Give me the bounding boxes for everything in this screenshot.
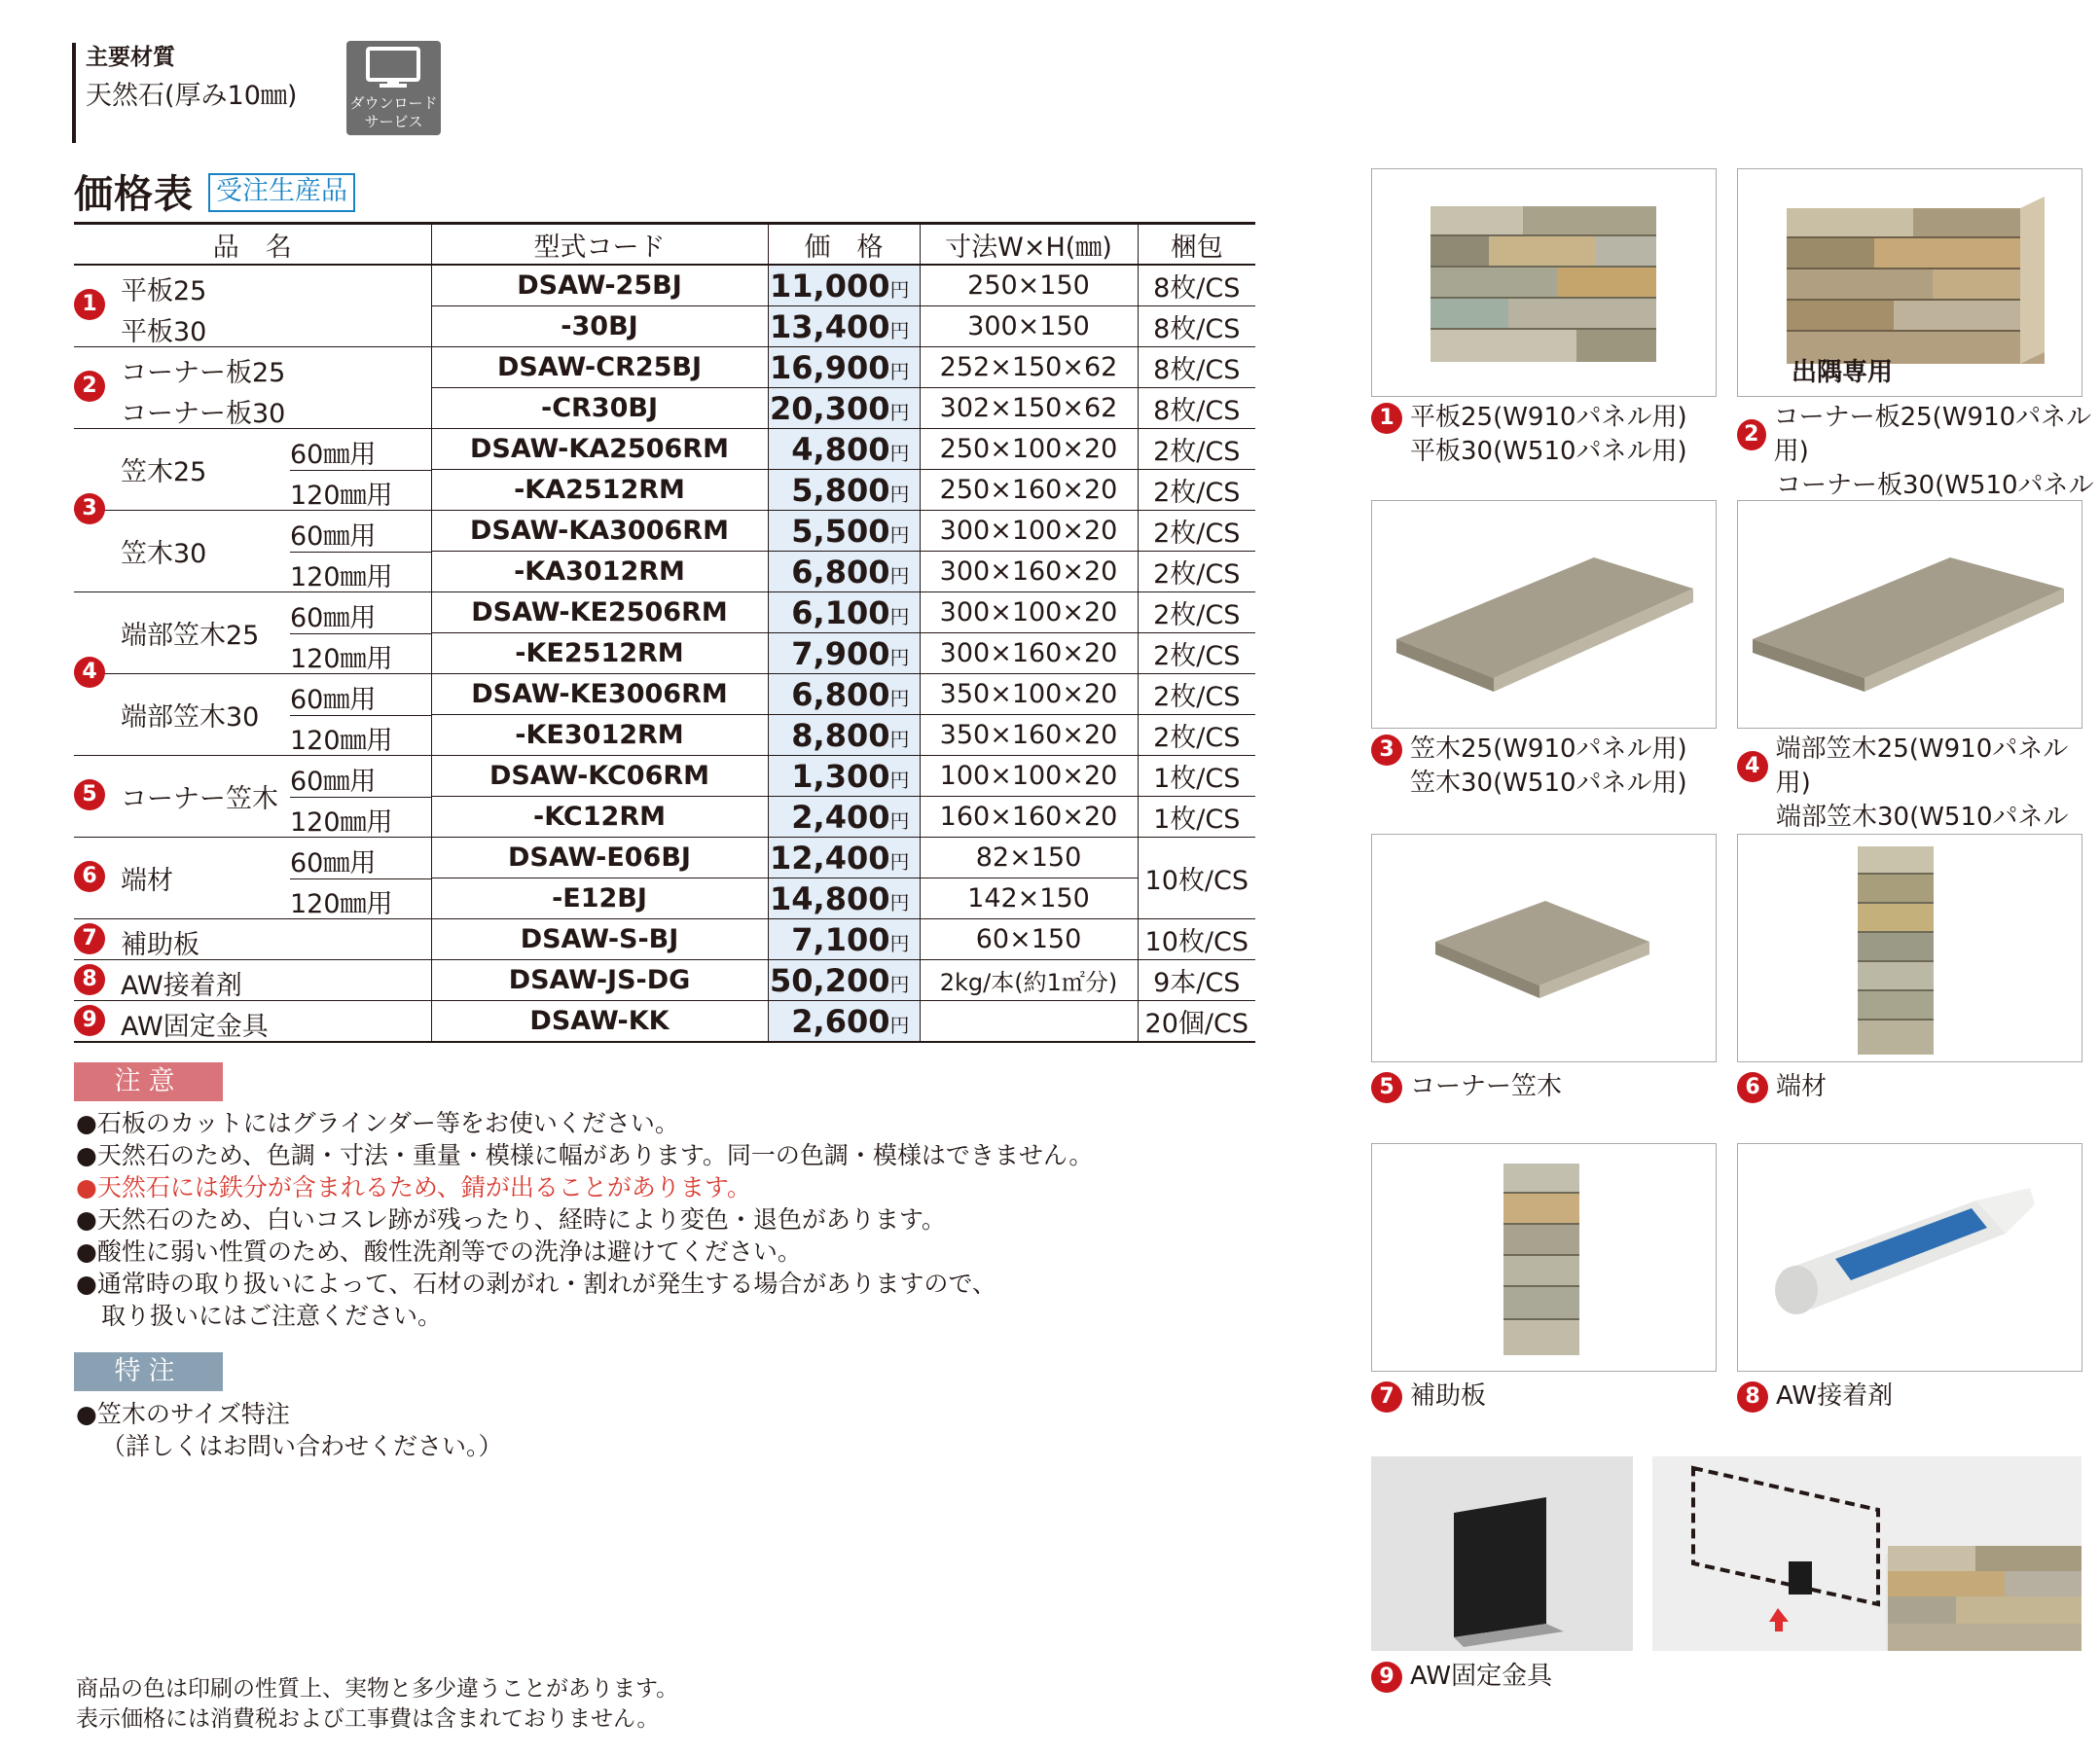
item-number-badge: 2 [1737,419,1766,450]
packing: 9本/CS [1138,960,1255,1001]
yen-unit: 円 [889,972,910,996]
price-cell [768,715,920,756]
yen-unit: 円 [889,522,910,547]
caption-line: 端部笠木25(W910パネル用) [1775,735,2069,798]
dimension: 2kg/本(約1㎡分) [920,960,1138,1001]
special-order-item: ●笠木のサイズ特注 [76,1400,290,1428]
packing: 2枚/CS [1138,470,1255,511]
model-code: DSAW-KA3006RM [431,511,768,552]
product-name: 笠木25 [121,457,207,487]
item-number-badge: 5 [74,779,105,810]
table-header-row [74,224,1255,266]
packing: 8枚/CS [1138,265,1255,306]
item-number-badge: 5 [1371,1072,1402,1103]
product-name: 平板25 [121,276,207,306]
monitor-icon [364,47,422,90]
price-value: 1,300 [791,757,890,795]
table-row [74,838,1255,878]
caution-item: ●酸性に弱い性質のため、酸性洗剤等での洗浄は避けてください。 [76,1237,802,1266]
product-name: 端材 [121,866,173,896]
price-value: 5,800 [791,471,890,509]
packing: 1枚/CS [1138,797,1255,838]
item-number-badge: 3 [74,493,105,524]
price-value: 20,300 [770,389,890,427]
model-code: DSAW-S-BJ [431,919,768,960]
usage-label: 60㎜用 [290,603,377,633]
usage-label: 60㎜用 [290,521,377,552]
header-product-name: 品 名 [74,224,431,266]
caption-line: 平板30(W510パネル用) [1410,437,1687,466]
name-cell [74,756,431,814]
dimension: 300×100×20 [920,592,1138,633]
footer-note: 表示価格には消費税および工事費は含まれておりません。 [76,1706,660,1732]
item-number-badge: 2 [74,371,105,402]
table-row [74,306,1255,347]
price-cell [768,838,920,878]
price-cell [768,674,920,715]
name-cell [74,347,431,398]
name-cell [74,960,431,1001]
model-code: DSAW-E06BJ [431,838,768,878]
caption-end-material [1737,1070,1827,1104]
product-image-corner-board [1737,168,2082,397]
caution-label: 注意 [74,1062,223,1101]
yen-unit: 円 [889,318,910,342]
model-code: DSAW-KA2506RM [431,429,768,470]
name-cell [74,633,431,674]
material-value: 天然石(厚み10㎜) [86,81,298,111]
caution-item: 取り扱いにはご注意ください。 [101,1302,443,1330]
price-value: 5,500 [791,512,890,550]
product-image-auxiliary-board [1371,1143,1717,1372]
name-cell [74,388,431,429]
yen-unit: 円 [889,727,910,751]
price-cell [768,960,920,1001]
dimension: 250×100×20 [920,429,1138,470]
caption-line: AW接着剤 [1776,1381,1894,1411]
dimension [920,1001,1138,1043]
item-number-badge: 8 [1737,1381,1768,1413]
auxiliary-board-image [1372,1144,1716,1371]
name-cell [74,306,431,347]
price-cell [768,919,920,960]
dimension: 250×150 [920,265,1138,306]
dimension: 250×160×20 [920,470,1138,511]
usage-label: 60㎜用 [290,767,377,797]
product-image-end-coping [1737,500,2082,729]
service-label: サービス [364,113,423,130]
caution-list [76,1107,1244,1332]
usage-label: 60㎜用 [290,848,377,878]
price-value: 13,400 [770,307,890,345]
product-name: 平板30 [121,316,207,347]
dimension: 300×150 [920,306,1138,347]
yen-unit: 円 [889,1013,910,1037]
yen-unit: 円 [889,277,910,302]
caution-item: ●天然石のため、白いコスレ跡が残ったり、経時により変色・退色があります。 [76,1205,946,1234]
name-cell [74,797,431,838]
caption-flat-board [1371,401,1687,469]
table-row [74,960,1255,1001]
price-cell [768,429,920,470]
price-value: 7,900 [791,634,890,672]
dimension: 300×100×20 [920,511,1138,552]
table-row [74,797,1255,838]
model-code: -CR30BJ [431,388,768,429]
bracket-photo [1371,1456,1633,1651]
packing: 1枚/CS [1138,756,1255,797]
item-number-badge: 1 [1371,403,1402,434]
price-value: 11,000 [770,267,890,305]
caption-line: コーナー板25(W910パネル用) [1773,403,2092,466]
item-number-badge: 9 [74,1005,105,1036]
special-order-list [76,1398,757,1462]
product-image-coping [1371,500,1717,729]
yen-unit: 円 [889,563,910,588]
price-cell [768,347,920,388]
yen-unit: 円 [889,686,910,710]
table-row [74,715,1255,756]
usage-label: 120㎜用 [290,561,393,592]
dimension: 302×150×62 [920,388,1138,429]
price-value: 6,800 [791,553,890,591]
product-image-bracket-installation [1652,1456,2082,1651]
product-name: AW固定金具 [121,1012,269,1042]
product-name: 端部笠木30 [121,702,260,733]
header-dimensions: 寸法W×H(㎜) [920,224,1138,266]
item-number-badge: 6 [74,861,105,892]
usage-label: 60㎜用 [290,685,377,715]
model-code: DSAW-JS-DG [431,960,768,1001]
caption-adhesive [1737,1380,1893,1414]
usage-label: 120㎜用 [290,643,393,674]
model-code: DSAW-KE3006RM [431,674,768,715]
dimension: 350×100×20 [920,674,1138,715]
footer-notes [76,1674,678,1735]
yen-unit: 円 [889,604,910,628]
name-cell [74,265,431,316]
price-cell [768,592,920,633]
dimension: 142×150 [920,878,1138,919]
yen-unit: 円 [889,441,910,465]
table-row [74,470,1255,511]
packing: 2枚/CS [1138,511,1255,552]
packing: 2枚/CS [1138,674,1255,715]
caption-line: 平板25(W910パネル用) [1410,403,1687,432]
caption-auxiliary-board [1371,1380,1486,1414]
packing: 8枚/CS [1138,388,1255,429]
price-cell [768,878,920,919]
usage-label: 60㎜用 [290,440,377,470]
price-value: 8,800 [791,716,890,754]
caption-corner-coping [1371,1070,1562,1104]
price-cell [768,306,920,347]
price-cell [768,388,920,429]
packing: 2枚/CS [1138,429,1255,470]
price-table [74,222,1255,1043]
bracket-installation-diagram [1652,1456,2082,1651]
item-number-badge: 9 [1371,1662,1402,1693]
price-value: 14,800 [770,879,890,917]
price-value: 16,900 [770,348,890,386]
caption-line: AW固定金具 [1410,1662,1553,1691]
table-row [74,347,1255,388]
price-value: 4,800 [791,430,890,468]
packing: 2枚/CS [1138,633,1255,674]
caption-coping [1371,733,1687,801]
usage-label: 120㎜用 [290,725,393,756]
model-code: -KE3012RM [431,715,768,756]
model-code: -E12BJ [431,878,768,919]
price-cell [768,633,920,674]
footer-note: 商品の色は印刷の性質上、実物と多少違うことがあります。 [76,1676,679,1702]
name-cell [74,1001,431,1043]
price-cell [768,797,920,838]
product-name: コーナー板30 [121,398,286,429]
usage-label: 120㎜用 [290,480,393,511]
product-name: 端部笠木25 [121,621,260,651]
table-row [74,756,1255,797]
table-row [74,592,1255,633]
made-to-order-badge: 受注生産品 [208,173,355,212]
product-image-adhesive [1737,1143,2082,1372]
dimension: 300×160×20 [920,633,1138,674]
table-row [74,265,1255,306]
caution-item: ●天然石のため、色調・寸法・重量・模様に幅があります。同一の色調・模様はできません。 [76,1141,1094,1169]
product-name: 補助板 [121,930,199,960]
yen-unit: 円 [889,400,910,424]
dimension: 82×150 [920,838,1138,878]
table-row [74,919,1255,960]
item-number-badge: 3 [1371,735,1402,766]
price-value: 50,200 [770,961,890,999]
material-title: 主要材質 [86,45,175,70]
corner-only-label: 出隅専用 [1792,358,1894,387]
item-number-badge: 4 [74,657,105,688]
model-code: DSAW-KC06RM [431,756,768,797]
caption-fixing-bracket [1371,1660,1552,1694]
packing: 2枚/CS [1138,552,1255,592]
table-row [74,674,1255,715]
end-material-image [1738,835,2082,1061]
dimension: 60×150 [920,919,1138,960]
yen-unit: 円 [889,808,910,833]
model-code: -30BJ [431,306,768,347]
name-cell [74,470,431,511]
product-image-fixing-bracket [1371,1456,1633,1651]
download-service-button[interactable] [346,41,441,135]
yen-unit: 円 [889,645,910,669]
yen-unit: 円 [889,931,910,955]
caption-line: コーナー板30(W510パネル [1776,471,2094,500]
product-name: コーナー板25 [121,358,286,388]
item-number-badge: 7 [1371,1381,1402,1413]
caption-line: 笠木30(W510パネル用) [1410,769,1687,798]
price-table-heading: 価格表 [74,172,194,217]
caution-item-warning: ●天然石には鉄分が含まれるため、錆が出ることがあります。 [76,1173,751,1201]
packing: 8枚/CS [1138,347,1255,388]
caption-line: 笠木25(W910パネル用) [1410,735,1687,764]
table-row [74,429,1255,470]
name-cell [74,674,431,733]
header-model-code: 型式コード [431,224,768,266]
dimension: 160×160×20 [920,797,1138,838]
caption-line: 端材 [1776,1072,1828,1101]
packing: 8枚/CS [1138,306,1255,347]
table-row [74,388,1255,429]
dimension: 300×160×20 [920,552,1138,592]
price-value: 2,400 [791,798,890,836]
dimension: 252×150×62 [920,347,1138,388]
price-cell [768,265,920,306]
caption-line: 端部笠木30(W510パネル [1776,803,2069,832]
stone-panel-image [1372,169,1716,396]
usage-label: 120㎜用 [290,806,393,838]
dimension: 350×160×20 [920,715,1138,756]
table-row [74,878,1255,919]
price-value: 6,100 [791,593,890,631]
table-row [74,552,1255,592]
product-name: 笠木30 [121,539,207,569]
caption-line: コーナー笠木 [1410,1072,1563,1101]
download-label: ダウンロード [349,94,438,112]
header-price: 価 格 [768,224,920,266]
table-row [74,1001,1255,1043]
item-number-badge: 6 [1737,1072,1768,1103]
adhesive-tube-image [1738,1144,2082,1371]
item-number-badge: 7 [74,923,105,954]
price-cell [768,470,920,511]
price-value: 7,100 [791,920,890,958]
model-code: DSAW-KE2506RM [431,592,768,633]
product-image-end-material [1737,834,2082,1062]
name-cell [74,715,431,756]
yen-unit: 円 [889,768,910,792]
price-value: 2,600 [791,1002,890,1040]
yen-unit: 円 [889,849,910,874]
name-cell [74,878,431,919]
product-name: AW接着剤 [121,971,242,1001]
stone-corner-image [1738,169,2082,396]
dimension: 100×100×20 [920,756,1138,797]
corner-coping-image [1372,835,1716,1061]
name-cell [74,838,431,896]
caution-item: ●石板のカットにはグラインダー等をお使いください。 [76,1109,679,1137]
model-code: -KC12RM [431,797,768,838]
name-cell [74,919,431,960]
product-image-flat-board [1371,168,1717,397]
usage-label: 120㎜用 [290,888,393,919]
table-row [74,633,1255,674]
item-number-badge: 1 [74,289,105,320]
price-cell [768,1001,920,1043]
yen-unit: 円 [889,482,910,506]
special-order-item: （詳しくはお問い合わせください。） [101,1432,503,1460]
model-code: DSAW-25BJ [431,265,768,306]
header-packing: 梱包 [1138,224,1255,266]
model-code: DSAW-KK [431,1001,768,1043]
special-order-label: 特注 [74,1352,223,1391]
packing: 10枚/CS [1138,838,1255,919]
name-cell [74,552,431,592]
name-cell [74,511,431,569]
model-code: -KA2512RM [431,470,768,511]
model-code: -KE2512RM [431,633,768,674]
caption-line: 補助板 [1410,1381,1487,1411]
material-rule [72,43,76,143]
packing: 2枚/CS [1138,592,1255,633]
yen-unit: 円 [889,890,910,914]
end-coping-slab-image [1738,501,2082,728]
coping-slab-image [1372,501,1716,728]
product-image-corner-coping [1371,834,1717,1062]
table-row [74,511,1255,552]
packing: 10枚/CS [1138,919,1255,960]
caution-item: ●通常時の取り扱いによって、石材の剥がれ・割れが発生する場合がありますので、 [76,1270,996,1298]
model-code: -KA3012RM [431,552,768,592]
price-cell [768,552,920,592]
product-name: コーナー笠木 [121,784,278,814]
item-number-badge: 8 [74,964,105,995]
price-value: 6,800 [791,675,890,713]
item-number-badge: 4 [1737,751,1768,782]
packing: 20個/CS [1138,1001,1255,1043]
price-cell [768,756,920,797]
model-code: DSAW-CR25BJ [431,347,768,388]
packing: 2枚/CS [1138,715,1255,756]
price-cell [768,511,920,552]
price-value: 12,400 [770,839,890,877]
yen-unit: 円 [889,359,910,383]
